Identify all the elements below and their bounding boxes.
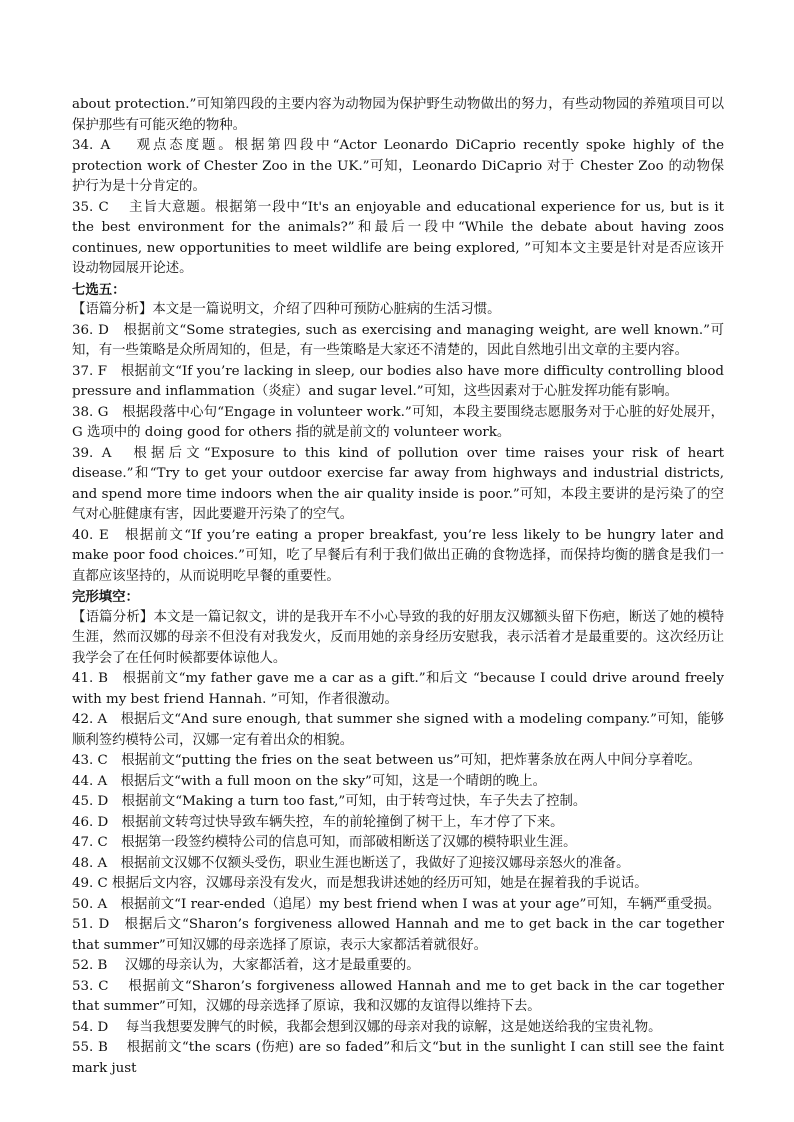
answer-54: 54. D 每当我想要发脾气的时候，我都会想到汉娜的母亲对我的谅解，这是她送给我的宝贵礼物。 xyxy=(72,1019,662,1035)
answer-55: 55. B 根据前文“the scars (伤疤) are so faded”和后文“but in the sunlight I can still see the faint mark just xyxy=(72,1040,724,1076)
answer-52: 52. B 汉娜的母亲认为，大家都活着，这才是最重要的。 xyxy=(72,958,420,973)
answer-34: 34. A 观点态度题。根据第四段中“Actor Leonardo DiCaprio recently spoke highly of the protection work of Chester Zoo in the UK.”可知，Leonardo DiCaprio 对于 Chester Zoo 的动物保护行为是十分肯定的。 xyxy=(72,138,724,194)
answer-40: 40. E 根据前文“If you’re eating a proper breakfast, you’re less likely to be hungry later and make poor food choices.”可知，吃了早餐后有利于我们做出正确的食物选择，而保持均衡的膳食是我们一直都应该坚持的，从而说明吃早餐的重要性。 xyxy=(72,527,724,584)
answer-51: 51. D 根据后文“Sharon’s forgiveness allowed Hannah and me to get back in the car together that summer”可知汉娜的母亲选择了原谅，表示大家都活着就很好。 xyxy=(72,917,724,953)
answer-44: 44. A 根据后文“with a full moon on the sky”可知，这是一个晴朗的晚上。 xyxy=(72,773,546,789)
answer-35: 35. C 主旨大意题。根据第一段中“It's an enjoyable and educational experience for us, but is it the best environment for the animals?”和最后一段中“While the debate about having zoos continues, new opportunities to meet wildlife are being explored, ”可知本文主要是针对是否应该开设动物园展开论述。 xyxy=(72,199,724,276)
section-heading-seven-choose-five: 七选五： xyxy=(72,281,126,298)
text-line: about protection.”可知第四段的主要内容为动物园为保护野生动物做出的努力，有些动物园的养殖项目可以保护那些有可能灭绝的物种。 xyxy=(72,97,724,133)
answer-explanation-page xyxy=(72,95,724,1079)
answer-39: 39. A 根据后文“Exposure to this kind of pollution over time raises your risk of heart disease.”和“Try to get your outdoor exercise far away from highways and industrial districts, and spend more time indoors when the air quality inside is poor.”可知，本段主要讲的是污染了的空气对心脏健康有害，因此要避开污染了的空气。 xyxy=(72,445,724,522)
answer-45: 45. D 根据前文“Making a turn too fast,”可知，由于转弯过快，车子失去了控制。 xyxy=(72,794,587,809)
answer-38: 38. G 根据段落中心句“Engage in volunteer work.”可知，本段主要围绕志愿服务对于心脏的好处展开，G 选项中的 doing good for others 指的就是前文的 volunteer work。 xyxy=(72,404,724,440)
answer-47: 47. C 根据第一段签约模特公司的信息可知，而部破相断送了汉娜的模特职业生涯。 xyxy=(72,835,577,850)
answer-50: 50. A 根据前文“I rear-ended（追尾）my best friend when I was at your age”可知，车辆严重受损。 xyxy=(72,896,721,912)
answer-48: 48. A 根据前文汉娜不仅额头受伤，职业生涯也断送了，我做好了迎接汉娜母亲怒火的准备。 xyxy=(72,855,630,871)
answer-37: 37. F 根据前文“If you’re lacking in sleep, our bodies also have more difficulty controlling blood pressure and inflammation（炎症）and sugar level.”可知，这些因素对于心脏发挥功能有影响。 xyxy=(72,363,724,399)
answer-43: 43. C 根据前文“putting the fries on the seat between us”可知，把炸薯条放在两人中间分享着吃。 xyxy=(72,753,702,768)
answer-42: 42. A 根据后文“And sure enough, that summer she signed with a modeling company.”可知，能够顺利签约模特公司，汉娜一定有着出众的相貌。 xyxy=(72,712,724,748)
answer-49: 49. C 根据后文内容，汉娜母亲没有发火，而是想我讲述她的经历可知，她是在握着我的手说话。 xyxy=(72,876,648,891)
discourse-analysis: 【语篇分析】本文是一篇记叙文，讲的是我开车不小心导致的我的好朋友汉娜额头留下伤疤，断送了她的模特生涯，然而汉娜的母亲不但没有对我发火，反而用她的亲身经历安慰我，表示活着才是最重要的。这次经历让我学会了在任何时候都要体谅他人。 xyxy=(72,609,724,666)
answer-46: 46. D 根据前文转弯过快导致车辆失控，车的前轮撞倒了树干上，车才停了下来。 xyxy=(72,814,564,830)
discourse-analysis: 【语篇分析】本文是一篇说明文，介绍了四种可预防心脏病的生活习惯。 xyxy=(72,302,501,317)
answer-36: 36. D 根据前文“Some strategies, such as exercising and managing weight, are well known.”可知，有一些策略是众所周知的，但是，有一些策略是大家还不清楚的，因此自然地引出文章的主要内容。 xyxy=(72,322,724,358)
answer-53: 53. C 根据前文“Sharon’s forgiveness allowed Hannah and me to get back in the car together that summer”可知，汉娜的母亲选择了原谅，我和汉娜的友谊得以维持下去。 xyxy=(72,978,724,1014)
answer-41: 41. B 根据前文“my father gave me a car as a gift.”和后文 “because I could drive around freely with my best friend Hannah. ”可知，作者很激动。 xyxy=(72,671,724,707)
section-heading-cloze: 完形填空： xyxy=(72,589,139,605)
